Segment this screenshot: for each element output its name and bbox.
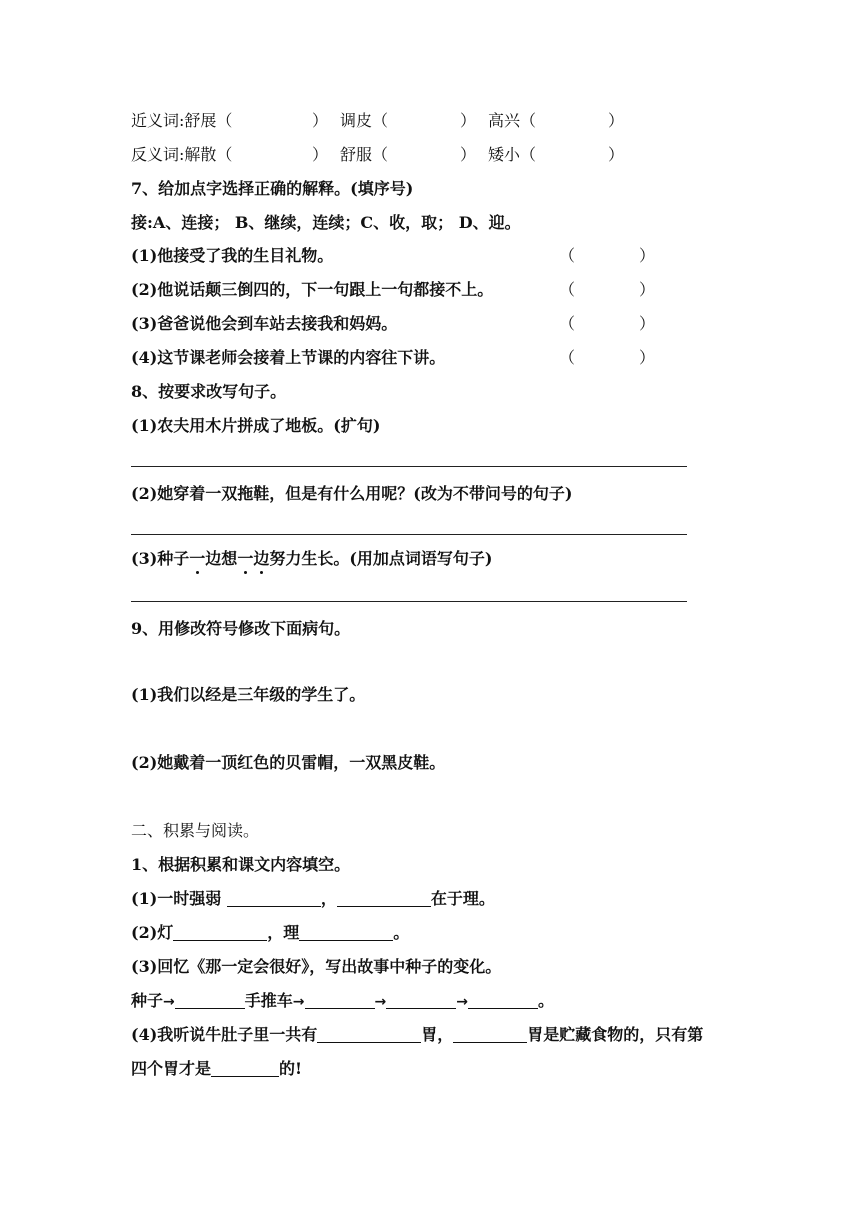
q8-answer-line-1[interactable] bbox=[131, 466, 687, 467]
antonym-3-close: ） bbox=[608, 145, 625, 164]
s2-q1-title: 1、根据积累和课文内容填空。 bbox=[131, 855, 351, 874]
q8-answer-line-2[interactable] bbox=[131, 534, 687, 535]
arrow-right-icon: → bbox=[456, 994, 468, 1010]
fill-blank[interactable] bbox=[337, 890, 431, 907]
fill-blank[interactable] bbox=[317, 1026, 421, 1043]
synonym-3: 高兴（ bbox=[488, 111, 537, 130]
q7-item-2: (2)他说话颠三倒四的，下一句跟上一句都接不上。 bbox=[131, 280, 494, 299]
fill-blank[interactable] bbox=[386, 992, 456, 1009]
emphasis-dot: 一 bbox=[237, 549, 254, 568]
emphasis-dot: 边 bbox=[253, 549, 270, 568]
q7-answer-4[interactable]: （ ） bbox=[559, 348, 656, 367]
q8-answer-line-3[interactable] bbox=[131, 601, 687, 602]
antonym-label: 反义词: bbox=[131, 145, 185, 164]
arrow-right-icon: → bbox=[163, 994, 175, 1010]
q9-title: 9、用修改符号修改下面病句。 bbox=[131, 619, 351, 638]
antonym-1-close: ） bbox=[312, 145, 329, 164]
s2-item-3: (3)回忆《那一定会很好》，写出故事中种子的变化。 bbox=[131, 957, 502, 976]
q9-item-1: (1)我们以经是三年级的学生了。 bbox=[131, 685, 366, 704]
q8-item-3: (3)种子一边想一边努力生长。(用加点词语写句子) bbox=[131, 549, 493, 568]
fill-blank[interactable] bbox=[299, 924, 393, 941]
q8-item-2: (2)她穿着一双拖鞋，但是有什么用呢？(改为不带问号的句子) bbox=[131, 484, 573, 503]
antonym-3: 矮小（ bbox=[488, 145, 537, 164]
fill-blank[interactable] bbox=[468, 992, 538, 1009]
synonym-2: 调皮（ bbox=[340, 111, 389, 130]
synonym-label: 近义词: bbox=[131, 111, 185, 130]
fill-blank[interactable] bbox=[227, 890, 321, 907]
q7-answer-3[interactable]: （ ） bbox=[559, 314, 656, 333]
s2-item-2: (2)灯 ，理 。 bbox=[131, 923, 410, 942]
q7-answer-2[interactable]: （ ） bbox=[559, 280, 656, 299]
fill-blank[interactable] bbox=[305, 992, 375, 1009]
q7-answer-1[interactable]: （ ） bbox=[559, 246, 656, 265]
section2-title: 二、积累与阅读。 bbox=[131, 821, 260, 840]
q8-item-1: (1)农夫用木片拼成了地板。(扩句) bbox=[131, 416, 381, 435]
synonym-3-close: ） bbox=[608, 111, 625, 130]
s2-item-4: (4)我听说牛肚子里一共有 胃， 胃是贮藏食物的，只有第 bbox=[131, 1025, 704, 1044]
fill-blank[interactable] bbox=[453, 1026, 527, 1043]
arrow-right-icon: → bbox=[374, 994, 387, 1010]
antonym-2-close: ） bbox=[460, 145, 477, 164]
seed-chain: 种子→ 手推车→ → → 。 bbox=[131, 991, 554, 1010]
q7-item-4: (4)这节课老师会接着上节课的内容往下讲。 bbox=[131, 348, 446, 367]
antonym-1: 解散（ bbox=[184, 145, 233, 164]
synonym-1: 舒展（ bbox=[184, 111, 233, 130]
synonym-row bbox=[131, 111, 232, 131]
q7-title: 7、给加点字选择正确的解释。(填序号) bbox=[131, 179, 414, 198]
arrow-right-icon: → bbox=[292, 994, 305, 1010]
q7-options: 接:A、连接； B、继续，连续；C、收，取； D、迎。 bbox=[131, 213, 521, 232]
synonym-2-close: ） bbox=[460, 111, 477, 130]
antonym-row bbox=[131, 145, 232, 165]
q9-item-2: (2)她戴着一顶红色的贝雷帽，一双黑皮鞋。 bbox=[131, 753, 446, 772]
s2-item-1: (1)一时强弱 ， 在于理。 bbox=[131, 889, 495, 908]
q7-item-3: (3)爸爸说他会到车站去接我和妈妈。 bbox=[131, 314, 398, 333]
q7-item-1: (1)他接受了我的生目礼物。 bbox=[131, 246, 334, 265]
s2-item-4-continued: 四个胃才是 的! bbox=[131, 1059, 303, 1078]
fill-blank[interactable] bbox=[173, 924, 267, 941]
antonym-2: 舒服（ bbox=[340, 145, 389, 164]
emphasis-dot: 一 bbox=[189, 549, 206, 568]
fill-blank[interactable] bbox=[175, 992, 245, 1009]
q8-title: 8、按要求改写句子。 bbox=[131, 382, 287, 401]
synonym-1-close: ） bbox=[312, 111, 329, 130]
fill-blank[interactable] bbox=[211, 1060, 279, 1077]
